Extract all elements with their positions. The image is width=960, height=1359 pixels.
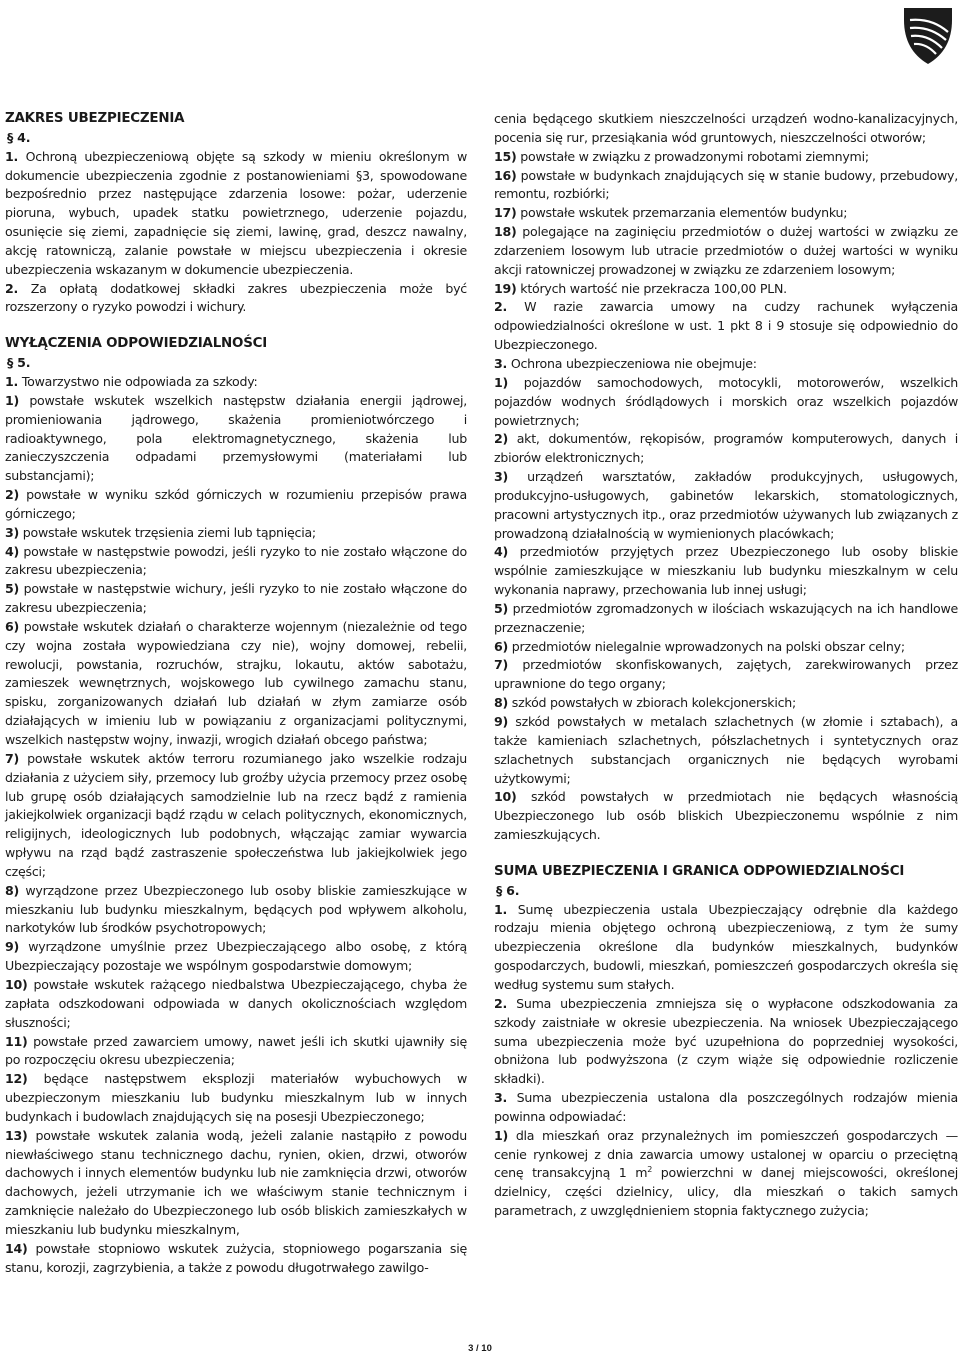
list-item: 5) przedmiotów zgromadzonych w ilościach wskazujących na ich handlowe przeznaczenie;: [494, 600, 958, 635]
clause-5-2: 2. W razie zawarcia umowy na cudzy rachunek wyłączenia odpowiedzialności określone w ust. 1 pkt 8 i 9 stosuje się odpowiednio do Ubezpieczonego.: [494, 299, 958, 353]
list-item: 16) powstałe w budynkach znajdujących się w stanie budowy, przebudowy, remontu, rozbiórki;: [494, 167, 958, 202]
list-item: 1) dla mieszkań oraz przynależnych im pomieszczeń gospodarczych — cenie rynkowej z dnia zawarcia umowy ustalonej w oparciu o przeciętną cenę transakcyjną 1 $m^2$ powierzchni w danej miejscowości, określonej dzielnicy, części dzielnicy, ulicy, dla mieszkań o takich samych parametrach, z uwzględnieniem stopnia faktycznego zużycia;: [494, 1127, 959, 1219]
clause-6-2: 2. Suma ubezpieczenia zmniejsza się o wypłacone odszkodowania za szkody zaistniałe w okresie ubezpieczenia. Na wniosek Ubezpieczającego suma ubezpieczenia może być uzupełniona do poprzedniej wysokości, obniżona lub podwyższona (z czym wiąże się odpowiednie rozliczenie składki).: [494, 995, 958, 1087]
list-item: 5) powstałe w następstwie wichury, jeśli ryzyko to nie zostało włączone do zakresu ubezpieczenia;: [5, 581, 467, 616]
paragraph-sign-5: § 5.: [7, 355, 31, 371]
list-item: 18) polegające na zaginięciu przedmiotów o dużej wartości w związku ze zdarzeniem losowym lub utracie przedmiotów o dużej wartości w wyniku akcji ratowniczej prowadzonej w związku ze zdarzeniem losowym;: [494, 224, 958, 277]
continued-text: cenia będącego skutkiem nieszczelności urządzeń wodno-kanalizacyjnych, pocenia się rur, przesiąkania wód gruntowych, nieszczelności otworów;: [494, 111, 958, 145]
company-logo-icon: [902, 6, 954, 66]
left-column: [5, 110, 467, 1277]
list-item: 7) powstałe wskutek aktów terroru rozumianego jako wszelkie rodzaju działania z użyciem siły, przemocy lub groźby użycia przemocy przez osobę lub grupę osób działających samodzielnie lub na rzecz bądź z ramienia jakiejkolwiek organizacji bądź rządu w celach politycznych, ekonomicznych, religijnych, ideologicznych lub podobnych, włączając zamiar wywarcia wpływu na rząd bądź zastraszenie społeczeństwa lub jakiejkolwiek jego części;: [5, 750, 467, 879]
list-item: 9) szkód powstałych w metalach szlachetnych (w złomie i sztabach), a także kamieniach szlachetnych, półszlachetnych i syntetycznych oraz szlachetnych substancjach organicznych nie będących wyrobami użytkowymi;: [494, 714, 958, 786]
list-item: 3) powstałe wskutek trzęsienia ziemi lub tąpnięcia;: [5, 524, 316, 540]
list-item: 1) powstałe wskutek wszelkich następstw działania energii jądrowej, promieniowania jądrowego, skażenia promieniotwórczego i radioaktywnego, pola elektromagnetycznego, skażenia lub zanieczyszczenia odpadami przemysłowymi (materiałami lub substancjami);: [5, 392, 467, 484]
clause-5-3: 3. Ochrona ubezpieczeniowa nie obejmuje:: [494, 355, 757, 371]
list-item: 15) powstałe w związku z prowadzonymi robotami ziemnymi;: [494, 148, 869, 164]
list-item: 1) pojazdów samochodowych, motocykli, motorowerów, wszelkich pojazdów wodnych śródlądowych i morskich oraz wszelkich pojazdów powietrznych;: [494, 374, 958, 428]
paragraph-sign-4: § 4.: [7, 129, 31, 145]
list-item: 6) powstałe wskutek działań o charakterze wojennym (niezależnie od tego czy wojna została wypowiedziana czy nie), wojny domowej, rebelii, rewolucji, powstania, rozruchów, strajku, lokautu, aktów sabotażu, zamieszek wewnętrznych, wojskowego lub cywilnego zamachu stanu, spisku, zorganizowanych działań lub działań w złym zamiarze osób działających w imieniu lub w powiązaniu z organizacjami politycznymi, wszelkich następstw wojny, inwazji, wrogich działań obcego państwa;: [5, 618, 467, 747]
list-item: 3) urządzeń warsztatów, zakładów produkcyjnych, usługowych, produkcyjno-usługowych, gabinetów lekarskich, stomatologicznych, pracowni artystycznych itp., oraz przedmiotów używanych lub związanych z prowadzoną działalnością w wymienionych placówkach;: [494, 469, 958, 541]
section-title-scope: ZAKRES UBEZPIECZENIA: [5, 111, 185, 126]
list-item: 7) przedmiotów skonfiskowanych, zajętych, zarekwirowanych przez uprawnione do tego organy;: [494, 657, 958, 692]
list-item: 4) przedmiotów przyjętych przez Ubezpieczonego lub osoby bliskie wspólnie zamieszkujące w mieszkaniu lub budynku mieszkalnym w celu wykonania naprawy, przechowania lub innej usługi;: [494, 544, 958, 598]
list-item: 9) wyrządzone umyślnie przez Ubezpieczającego albo osobę, z którą Ubezpieczający pozostaje we wspólnym gospodarstwie domowym;: [5, 939, 467, 974]
list-item: 10) szkód powstałych w przedmiotach nie będących własnością Ubezpieczonego lub osób bliskich Ubezpieczonemu wspólnie z nim zamieszkujących.: [494, 789, 958, 843]
clause-4-2: 2. Za opłatą dodatkowej składki zakres ubezpieczenia może być rozszerzony o ryzyko powodzi i wichury.: [5, 280, 467, 315]
list-item: 10) powstałe wskutek rażącego niedbalstwa Ubezpieczającego, chyba że zapłata odszkodowani odpowiada w danych okolicznościach względom słuszności;: [5, 976, 467, 1030]
list-item: 8) wyrządzone przez Ubezpieczonego lub osoby bliskie zamieszkujące w mieszkaniu lub budynku mieszkalnym, będących pod wpływem alkoholu, narkotyków lub środków psychotropowych;: [5, 882, 467, 936]
list-item: 13) powstałe wskutek zalania wodą, jeżeli zalanie nastąpiło z powodu niewłaściwego stanu technicznego dachu, rynien, okien, drzwi, otworów dachowych i innych elementów budynku lub nie zamknięcia drzwi, otworów dachowych, jeżeli utrzymanie ich we właściwym stanie technicznym i zamknięcie należało do Ubezpieczonego lub osób bliskich zamieszkałych w mieszkaniu lub budynku mieszkalnym,: [5, 1127, 467, 1237]
list-item: 8) szkód powstałych w zbiorach kolekcjonerskich;: [494, 695, 796, 711]
list-item: 2) akt, dokumentów, rękopisów, programów komputerowych, danych i zbiorów elektronicznych;: [494, 431, 958, 466]
right-column: [494, 110, 958, 1221]
list-item: 4) powstałe w następstwie powodzi, jeśli ryzyko to nie zostało włączone do zakresu ubezpieczenia;: [5, 543, 467, 578]
list-item: 2) powstałe w wyniku szkód górniczych w rozumieniu przepisów prawa górniczego;: [5, 487, 467, 521]
page-number: 3 / 10: [468, 1343, 492, 1354]
list-item: 14) powstałe stopniowo wskutek zużycia, stopniowego pogarszania się stanu, korozji, zagrzybienia, a także z powodu długotrwałego zawilgo-: [5, 1240, 467, 1275]
list-item: 19) których wartość nie przekracza 100,00 PLN.: [494, 280, 787, 296]
clause-4-1: 1. Ochroną ubezpieczeniową objęte są szkody w mieniu określonym w dokumencie ubezpieczenia zgodnie z postanowieniami §3, spowodowane bezpośrednio przez następujące zdarzenia losowe: pożar, uderzenie pioruna, wybuch, upadek statku powietrznego, uderzenie pojazdu, osunięcie się ziemi, zapadnięcie się ziemi, lawinę, grad, deszcz nawalny, akcję ratowniczą, zalanie powstałe w miejscu ubezpieczenia i okresie ubezpieczenia wskazanym w dokumencie ubezpieczenia.: [5, 148, 467, 277]
clause-5-1: 1. Towarzystwo nie odpowiada za szkody:: [5, 373, 258, 389]
list-item: 11) powstałe przed zawarciem umowy, nawet jeśli ich skutki ujawniły się po rozpoczęciu okresu ubezpieczenia;: [5, 1033, 467, 1068]
section-title-exclusions: WYŁĄCZENIA ODPOWIEDZIALNOŚCI: [5, 336, 268, 352]
clause-6-1: 1. Sumę ubezpieczenia ustala Ubezpieczający odrębnie dla każdego rodzaju mienia objętego ochroną ubezpieczeniową, z tym że sumy ubezpieczenia określone dla budynków mieszkalnych, budynków gospodarczych, budowli, mieszkań, pomieszczeń gospodarczych określa się według systemu sum stałych.: [494, 901, 958, 992]
list-item: 17) powstałe wskutek przemarzania elementów budynku;: [494, 205, 848, 221]
paragraph-sign-6: § 6.: [496, 882, 520, 898]
clause-6-3: 3. Suma ubezpieczenia ustalona dla poszczególnych rodzajów mienia powinna odpowiadać:: [494, 1090, 958, 1124]
list-item: 12) będące następstwem eksplozji materiałów wybuchowych w ubezpieczonym mieszkaniu lub budynku mieszkalnym lub w innych budynkach i budowlach znajdujących się na posesji Ubezpieczonego;: [5, 1071, 467, 1124]
list-item: 6) przedmiotów nielegalnie wprowadzonych na polski obszar celny;: [494, 638, 905, 654]
section-title-sum-insured: SUMA UBEZPIECZENIA I GRANICA ODPOWIEDZIALNOŚCI: [494, 863, 905, 879]
